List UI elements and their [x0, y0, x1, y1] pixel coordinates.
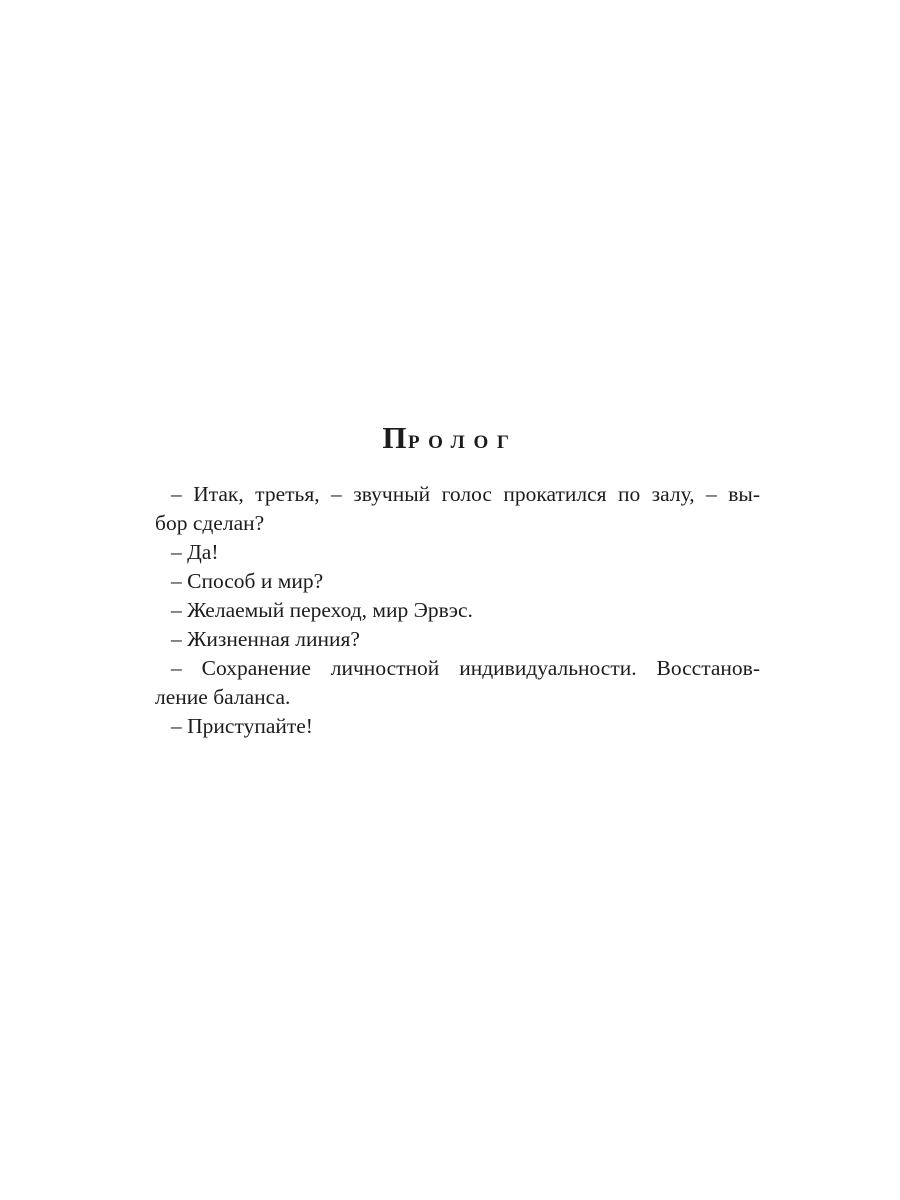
chapter-title-rest: ролог [408, 424, 518, 454]
text-line: ление баланса. [155, 685, 291, 709]
chapter-title [0, 418, 900, 459]
text-line: – Итак, третья, – звучный голос прокатился по залу, – вы- [171, 482, 760, 506]
prologue-text [155, 480, 760, 741]
text-line: – Сохранение личностной индивидуальности. Восстанов- [171, 656, 760, 680]
text-line: – Жизненная линия? [171, 627, 360, 651]
text-line: бор сделан? [155, 511, 265, 535]
text-line: – Да! [171, 540, 219, 564]
text-line: – Приступайте! [171, 714, 313, 738]
chapter-title-initial: П [382, 420, 409, 455]
text-line: – Желаемый переход, мир Эрвэс. [171, 598, 473, 622]
text-line: – Способ и мир? [171, 569, 324, 593]
